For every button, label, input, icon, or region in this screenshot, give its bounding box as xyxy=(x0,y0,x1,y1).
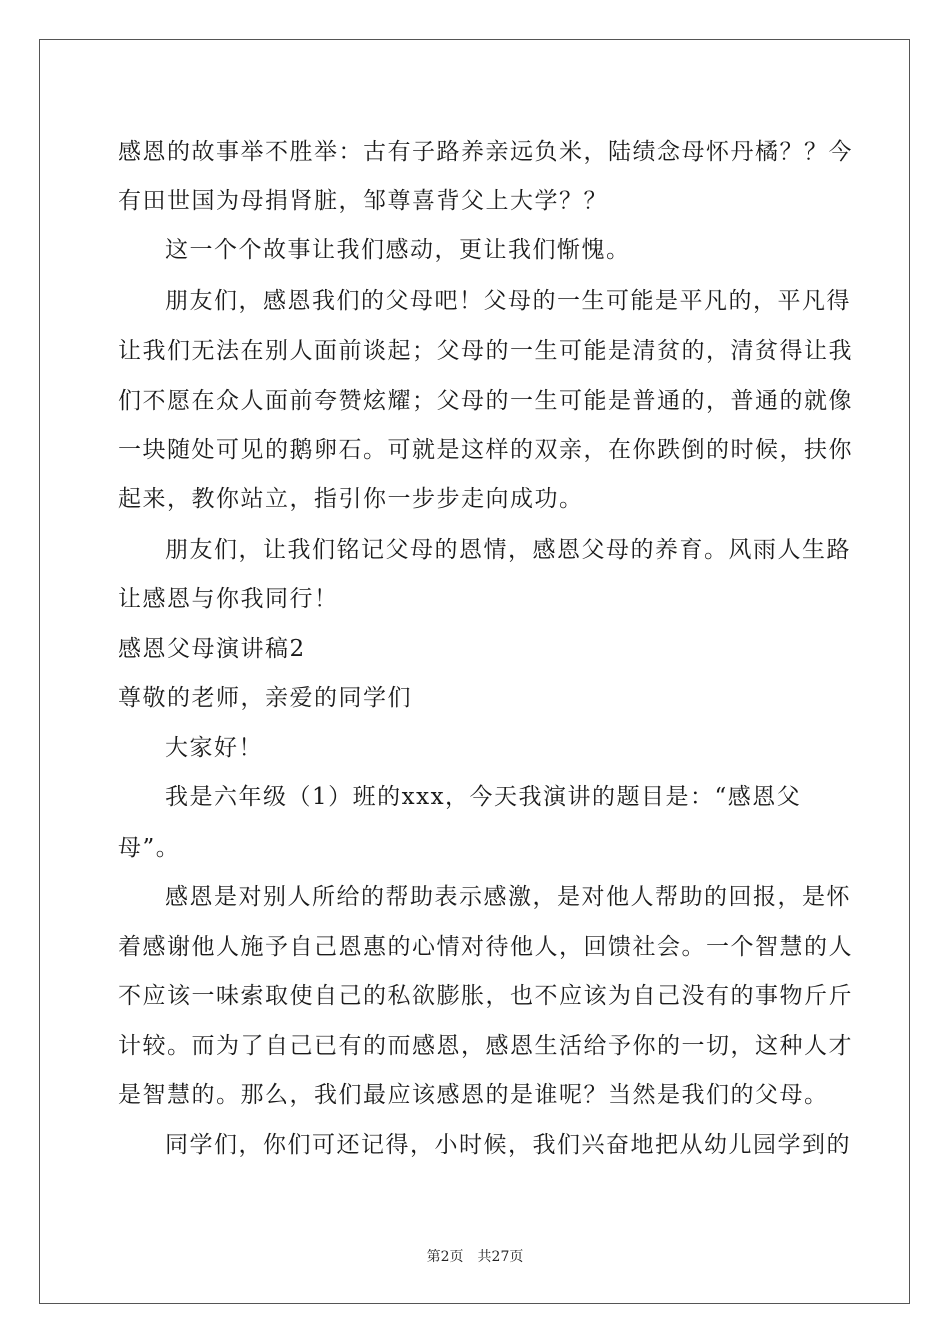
text-line: 这一个个故事让我们感动，更让我们惭愧。 xyxy=(165,237,631,263)
page-border xyxy=(39,39,910,1304)
section-heading: 感恩父母演讲稿2 xyxy=(118,636,306,662)
text-line: 母”。 xyxy=(118,835,181,861)
text-line: 一块随处可见的鹅卵石。可就是这样的双亲，在你跌倒的时候，扶你 xyxy=(118,437,853,463)
text-line: 我是六年级（1）班的xxx，今天我演讲的题目是：“感恩父 xyxy=(165,784,802,810)
text-line: 让感恩与你我同行！ xyxy=(118,586,339,612)
text-line: 计较。而为了自己已有的而感恩，感恩生活给予你的一切，这种人才 xyxy=(118,1033,853,1059)
text-line: 同学们，你们可还记得，小时候，我们兴奋地把从幼儿园学到的 xyxy=(165,1132,851,1158)
text-line: 着感谢他人施予自己恩惠的心情对待他人，回馈社会。一个智慧的人 xyxy=(118,934,853,960)
text-line: 让我们无法在别人面前谈起；父母的一生可能是清贫的，清贫得让我 xyxy=(118,338,853,364)
text-line: 有田世国为母捐肾脏，邹尊喜背父上大学？？ xyxy=(118,188,608,214)
text-line: 朋友们，感恩我们的父母吧！父母的一生可能是平凡的，平凡得 xyxy=(165,288,851,314)
text-line: 感恩是对别人所给的帮助表示感激，是对他人帮助的回报，是怀 xyxy=(165,884,851,910)
greeting: 大家好！ xyxy=(165,735,263,761)
text-line: 朋友们，让我们铭记父母的恩情，感恩父母的养育。风雨人生路 xyxy=(165,537,851,563)
text-line: 是智慧的。那么，我们最应该感恩的是谁呢？当然是我们的父母。 xyxy=(118,1082,829,1108)
text-line: 感恩的故事举不胜举：古有子路养亲远负米，陆绩念母怀丹橘？？今 xyxy=(118,139,853,165)
page-number: 第2页 共27页 xyxy=(426,1249,524,1265)
salutation: 尊敬的老师，亲爱的同学们 xyxy=(118,685,412,711)
text-line: 们不愿在众人面前夸赞炫耀；父母的一生可能是普通的，普通的就像 xyxy=(118,388,853,414)
text-line: 起来，教你站立，指引你一步步走向成功。 xyxy=(118,486,584,512)
text-line: 不应该一味索取使自己的私欲膨胀，也不应该为自己没有的事物斤斤 xyxy=(118,983,853,1009)
